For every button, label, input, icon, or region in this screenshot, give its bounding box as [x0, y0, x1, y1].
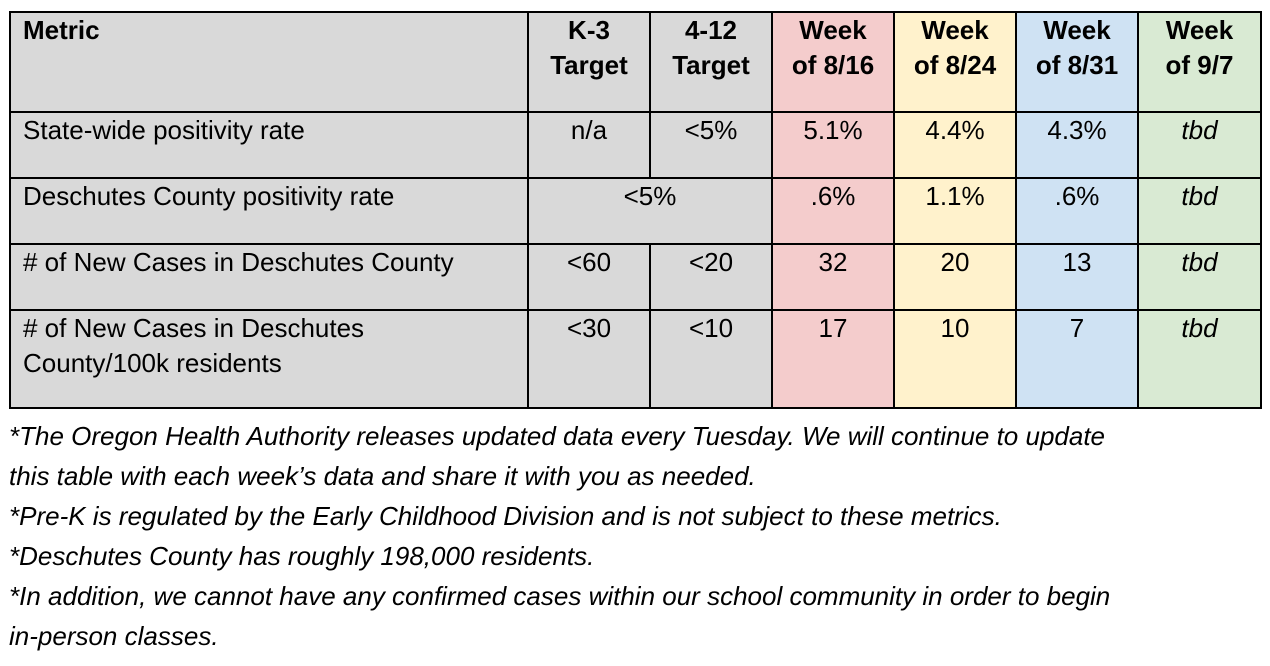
week-8-16-cell: .6% [772, 178, 894, 244]
table-row [10, 244, 1261, 310]
header-k3-target: K-3 Target [528, 12, 650, 112]
week-9-7-cell: tbd [1138, 244, 1261, 310]
4-12-target-cell: <20 [650, 244, 772, 310]
week-8-16-cell: 17 [772, 310, 894, 408]
week-8-24-cell: 1.1% [894, 178, 1016, 244]
week-9-7-cell: tbd [1138, 178, 1261, 244]
metric-cell: # of New Cases in Deschutes County [10, 244, 528, 310]
week-8-24-cell: 4.4% [894, 112, 1016, 178]
week-8-24-cell: 20 [894, 244, 1016, 310]
k3-target-cell: <30 [528, 310, 650, 408]
footnote-residents: *Deschutes County has roughly 198,000 residents. [9, 541, 595, 571]
header-week-8-16: Week of 8/16 [772, 12, 894, 112]
combined-target-cell: <5% [528, 178, 772, 244]
4-12-target-cell: <5% [650, 112, 772, 178]
table-row [10, 310, 1261, 408]
week-8-31-cell: 7 [1016, 310, 1138, 408]
week-8-16-cell: 32 [772, 244, 894, 310]
week-8-31-cell: .6% [1016, 178, 1138, 244]
metric-cell: # of New Cases in Deschutes County/100k residents [10, 310, 528, 408]
footnote-oha-updates: *The Oregon Health Authority releases updated data every Tuesday. We will continue to update this table with each week’s data and share it with you as needed. [9, 421, 1106, 491]
week-8-16-cell: 5.1% [772, 112, 894, 178]
k3-target-cell: n/a [528, 112, 650, 178]
metric-cell: Deschutes County positivity rate [10, 178, 528, 244]
footnote-confirmed-cases: *In addition, we cannot have any confirmed cases within our school community in order to begin in-person classes. [9, 581, 1111, 651]
k3-target-cell: <60 [528, 244, 650, 310]
header-row [10, 12, 1261, 112]
header-week-8-31: Week of 8/31 [1016, 12, 1138, 112]
metric-cell: State-wide positivity rate [10, 112, 528, 178]
week-8-31-cell: 4.3% [1016, 112, 1138, 178]
week-9-7-cell: tbd [1138, 112, 1261, 178]
header-week-8-24: Week of 8/24 [894, 12, 1016, 112]
header-week-9-7: Week of 9/7 [1138, 12, 1261, 112]
4-12-target-cell: <10 [650, 310, 772, 408]
week-8-31-cell: 13 [1016, 244, 1138, 310]
week-8-24-cell: 10 [894, 310, 1016, 408]
table-row [10, 178, 1261, 244]
header-metric: Metric [10, 12, 528, 112]
footnote-pre-k: *Pre-K is regulated by the Early Childhood Division and is not subject to these metrics. [9, 501, 1002, 531]
header-4-12-target: 4-12 Target [650, 12, 772, 112]
footnotes [9, 416, 1264, 656]
week-9-7-cell: tbd [1138, 310, 1261, 408]
metrics-table [9, 11, 1262, 409]
table-row [10, 112, 1261, 178]
